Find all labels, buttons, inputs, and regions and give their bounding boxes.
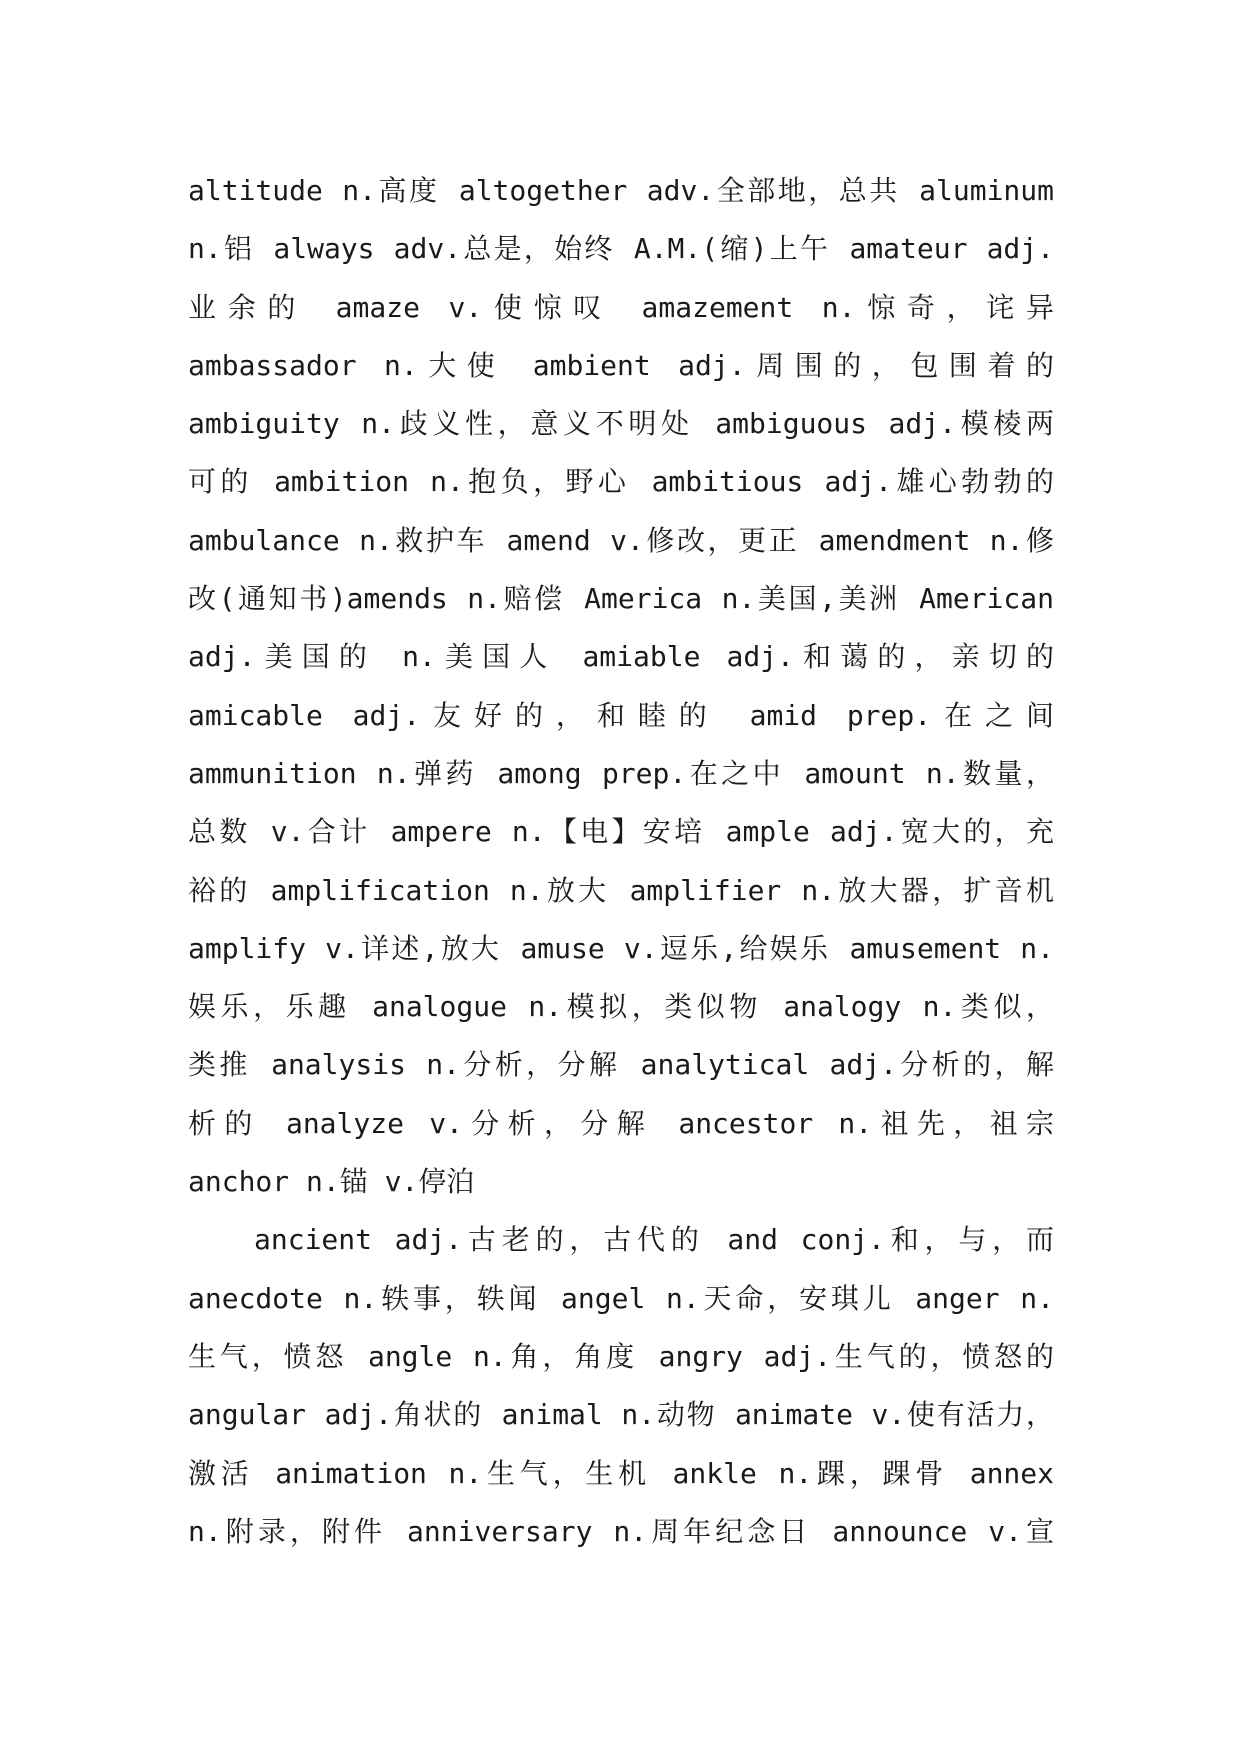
text-line: ambiguity n.歧义性，意义不明处 ambiguous adj.模棱两 — [188, 407, 1054, 441]
paragraph — [188, 162, 1054, 1211]
text-line: 可的 ambition n.抱负，野心 ambitious adj.雄心勃勃的 — [188, 465, 1054, 499]
text-line: anchor n.锚 v.停泊 — [188, 1165, 475, 1199]
text-line: 改(通知书)amends n.赔偿 America n.美国,美洲 American — [188, 582, 1054, 616]
text-line: ambassador n.大使 ambient adj.周围的，包围着的 — [188, 348, 1054, 382]
text-line: altitude n.高度 altogether adv.全部地，总共 aluminum — [188, 174, 1054, 207]
text-line: adj.美国的 n.美国人 amiable adj.和蔼的，亲切的 — [188, 640, 1054, 674]
text-line: ancient adj.古老的，古代的 and conj.和，与，而 — [254, 1223, 1054, 1257]
text-line: ambulance n.救护车 amend v.修改，更正 amendment n.修 — [188, 523, 1054, 557]
text-line: 生气，愤怒 angle n.角，角度 angry adj.生气的，愤怒的 — [188, 1339, 1054, 1373]
text-line: 娱乐，乐趣 analogue n.模拟，类似物 analogy n.类似， — [188, 990, 1054, 1024]
text-line: 激活 animation n.生气，生机 ankle n.踝，踝骨 annex — [188, 1456, 1054, 1490]
text-line: anecdote n.轶事，轶闻 angel n.天命，安琪儿 anger n. — [188, 1281, 1054, 1315]
text-line: amicable adj.友好的，和睦的 amid prep.在之间 — [188, 698, 1054, 732]
paragraph — [188, 1211, 1054, 1561]
text-line: 析的 analyze v.分析，分解 ancestor n.祖先，祖宗 — [188, 1106, 1054, 1140]
text-line: angular adj.角状的 animal n.动物 animate v.使有活力， — [188, 1398, 1054, 1432]
text-line: n.铝 always adv.总是，始终 A.M.(缩)上午 amateur adj. — [188, 232, 1054, 266]
text-line: 总数 v.合计 ampere n.【电】安培 ample adj.宽大的，充 — [188, 815, 1054, 849]
text-line: 业余的 amaze v.使惊叹 amazement n.惊奇，诧异 — [188, 290, 1054, 324]
text-line: amplify v.详述,放大 amuse v.逗乐,给娱乐 amusement n. — [188, 931, 1054, 965]
text-line: 裕的 amplification n.放大 amplifier n.放大器，扩音机 — [188, 873, 1054, 907]
text-line: ammunition n.弹药 among prep.在之中 amount n.数量， — [188, 756, 1054, 790]
text-line: n.附录，附件 anniversary n.周年纪念日 announce v.宣 — [188, 1514, 1054, 1548]
text-line: 类推 analysis n.分析，分解 analytical adj.分析的，解 — [188, 1048, 1054, 1082]
body-text — [188, 162, 1054, 1561]
